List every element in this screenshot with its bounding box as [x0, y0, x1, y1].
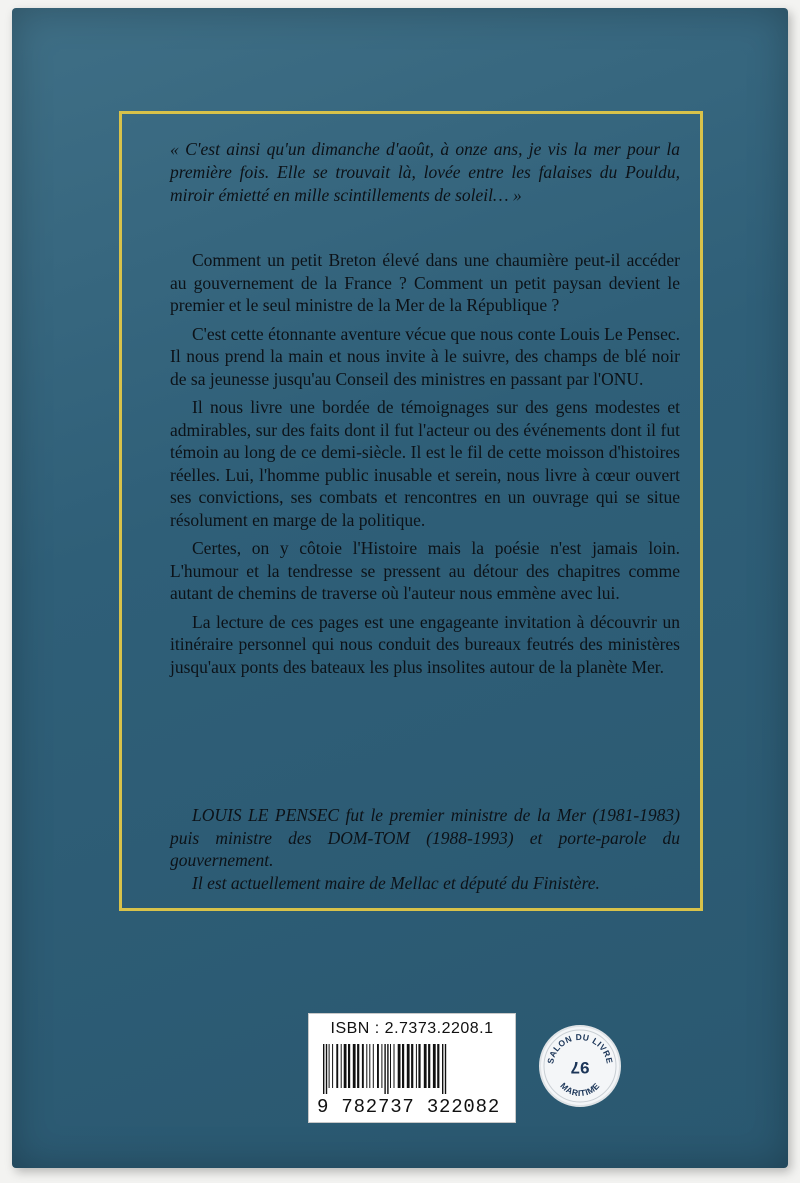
badge-top-text: SALON DU LIVRE	[545, 1031, 615, 1065]
barcode-bar	[428, 1044, 430, 1088]
salon-du-livre-maritime-badge	[539, 1025, 621, 1107]
isbn-text: ISBN : 2.7373.2208.1	[330, 1020, 494, 1037]
blurb-paragraph: Comment un petit Breton élevé dans une chaumière peut-il accéder au gouvernement de la France ? Comment un petit paysan devient le premier et le seul ministre de la Mer de la République ?	[170, 250, 680, 315]
barcode-bar	[336, 1044, 338, 1088]
barcode-bar	[348, 1044, 350, 1088]
barcode-bar	[390, 1044, 391, 1088]
badge-bottom-text: MARITIME	[558, 1080, 602, 1099]
barcode-bars	[317, 1044, 507, 1094]
barcode-bar	[332, 1044, 333, 1088]
barcode-number: 9 782737 322082	[317, 1096, 501, 1118]
barcode-bar	[394, 1044, 395, 1088]
barcode-bar	[411, 1044, 413, 1088]
opening-quote: « C'est ainsi qu'un dimanche d'août, à onze ans, je vis la mer pour la première fois. Elle se trouvait là, lovée entre les falaises du Pouldu, miroir émietté en mille scintillements de soleil… »	[170, 139, 680, 205]
barcode-label	[308, 1013, 516, 1123]
barcode-bar	[402, 1044, 404, 1088]
blurb-paragraph: Il nous livre une bordée de témoignages sur des gens modestes et admirables, sur des faits dont il fut l'acteur ou des événements dont il fut témoin au long de ce demi-siècle. Il est le fil de cette moisson d'histoires réelles. Lui, l'homme public inusable et serein, nous livre à cœur ouvert ses convictions, ses combats et rencontres en un ouvrage qui se situe résolument en marge de la politique.	[170, 397, 680, 530]
barcode-bar	[362, 1044, 364, 1088]
text-frame	[119, 111, 703, 911]
barcode-bar	[377, 1044, 379, 1088]
barcode-bar	[437, 1044, 439, 1088]
barcode-bar	[384, 1044, 385, 1094]
barcode-bar	[381, 1044, 382, 1088]
barcode-bar	[433, 1044, 436, 1088]
barcode-bar	[326, 1044, 327, 1094]
barcode-bar	[445, 1044, 446, 1094]
barcode-bar	[369, 1044, 370, 1088]
svg-text:MARITIME	[558, 1080, 601, 1098]
barcode-bar	[398, 1044, 401, 1088]
barcode-bar	[344, 1044, 347, 1088]
barcode-bar	[353, 1044, 356, 1088]
barcode-bar	[387, 1044, 388, 1094]
barcode-bar	[341, 1044, 342, 1088]
barcode-bar	[357, 1044, 359, 1088]
barcode-bar	[442, 1044, 443, 1094]
barcode-bar	[418, 1044, 420, 1088]
barcode-bar	[407, 1044, 410, 1088]
barcode-bar	[424, 1044, 427, 1088]
badge-seal-icon	[541, 1027, 619, 1105]
badge-year: 97	[570, 1058, 590, 1077]
barcode-bar	[416, 1044, 417, 1088]
blurb-paragraph: Certes, on y côtoie l'Histoire mais la poésie n'est jamais loin. L'humour et la tendresse se pressent au détour des chapitres comme autant de chemins de traverse où l'auteur nous emmène avec lui.	[170, 538, 680, 603]
bio-line: Il est actuellement maire de Mellac et député du Finistère.	[192, 872, 600, 893]
blurb-paragraph: C'est cette étonnante aventure vécue que nous conte Louis Le Pensec. Il nous prend la main et nous invite à le suivre, des champs de blé noir de sa jeunesse jusqu'au Conseil des ministres en passant par l'ONU.	[170, 323, 680, 389]
book-back-cover	[12, 8, 788, 1168]
barcode-bar	[366, 1044, 367, 1088]
barcode-bar	[373, 1044, 374, 1088]
blurb-paragraph: La lecture de ces pages est une engageante invitation à découvrir un itinéraire personnel qui nous conduit des bureaux feutrés des ministères jusqu'aux ponts des bateaux les plus insolites autour de la planète Mer.	[170, 611, 680, 677]
barcode-bar	[329, 1044, 330, 1088]
barcode-bar	[323, 1044, 324, 1094]
bio-line: LOUIS LE PENSEC fut le premier ministre de la Mer (1981-1983) puis ministre des DOM-TOM (1988-1993) et porte-parole du gouvernement.	[170, 805, 680, 870]
author-bio	[170, 804, 680, 894]
blurb	[170, 249, 680, 684]
